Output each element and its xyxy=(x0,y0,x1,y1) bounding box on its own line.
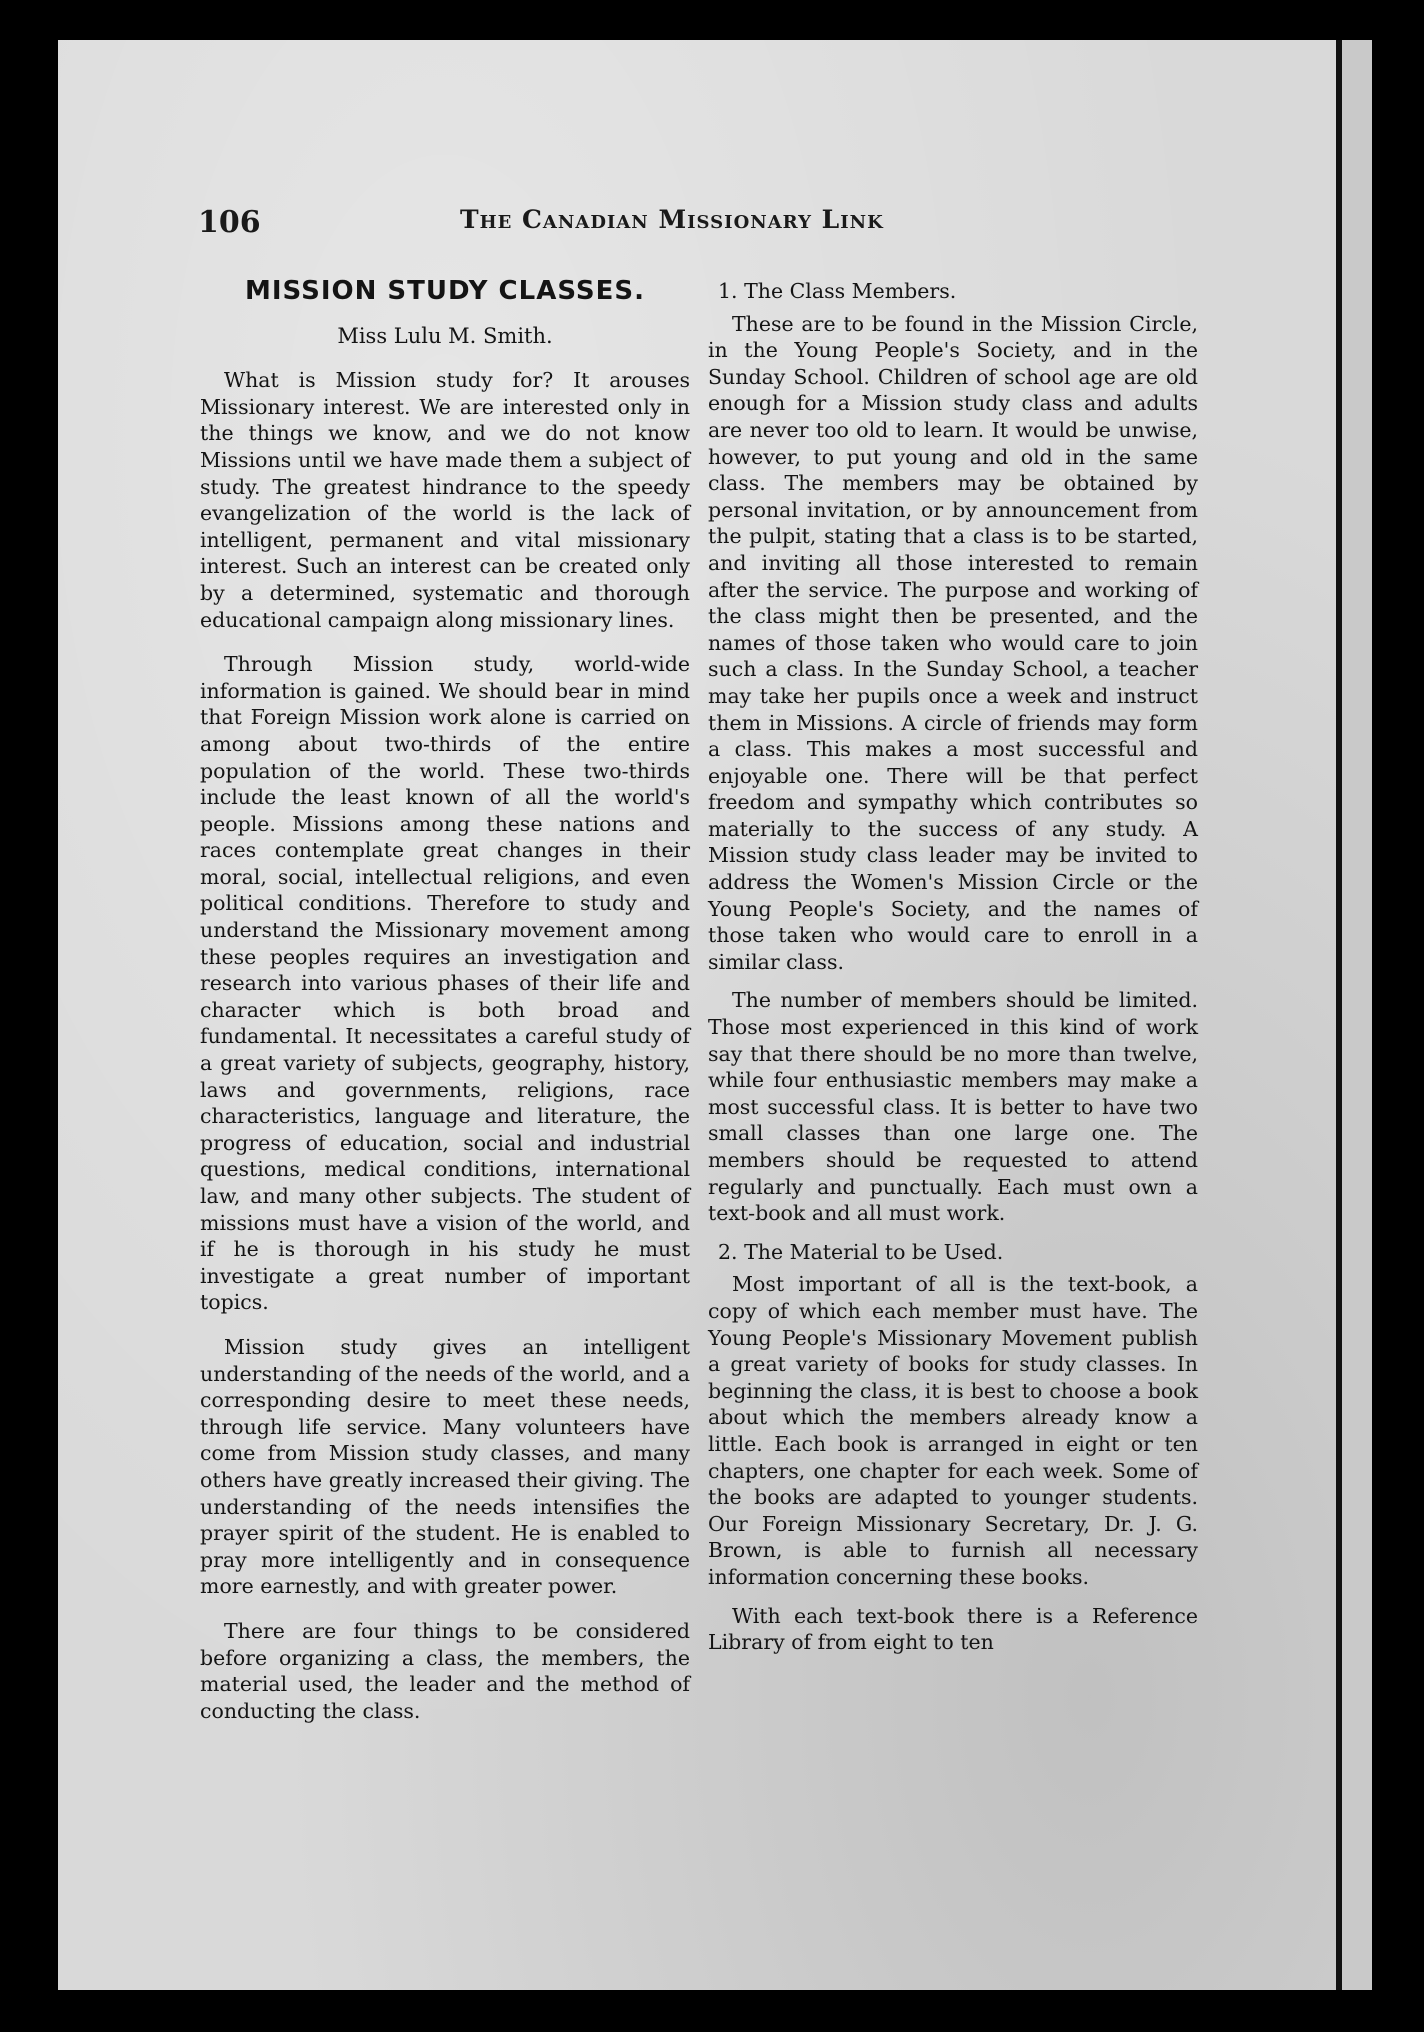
paragraph: With each text-book there is a Reference Library of from eight to ten xyxy=(708,1603,1198,1655)
running-head: The Canadian Missionary Link xyxy=(460,205,884,234)
paragraph: Through Mission study, world-wide information is gained. We should bear in mind that Foreign Mission work alone is carried on among about two-thirds of the entire population of the world. These two-thirds include the least known of all the world's people. Missions among these nations and races contemplate great changes in their moral, social, intellectual religions, and even political conditions. Therefore to study and understand the Missionary movement among these peoples requires an investigation and research into various phases of their life and character which is both broad and fundamental. It necessitates a careful study of a great variety of subjects, geography, history, laws and governments, religions, race characteristics, language and literature, the progress of education, social and industrial questions, medical conditions, international law, and many other subjects. The student of missions must have a vision of the world, and if he is thorough in his study he must investigate a great number of important topics. xyxy=(200,652,690,1315)
page-number: 106 xyxy=(198,205,261,240)
paragraph: What is Mission study for? It arouses Missionary interest. We are interested only in the things we know, and we do not know Missions until we have made them a subject of study. The greatest hindrance to the speedy evangelization of the world is the lack of intelligent, permanent and vital missionary interest. Such an interest can be created only by a determined, systematic and thorough educational campaign along missionary lines. xyxy=(200,368,690,632)
adjacent-page-edge xyxy=(1336,40,1372,1990)
right-column xyxy=(708,278,1198,1668)
article-author: Miss Lulu M. Smith. xyxy=(337,323,553,348)
left-column xyxy=(200,278,690,1742)
paragraph: The number of members should be limited. Those most experienced in this kind of work say that there should be no more than twelve, while four enthusiastic members may make a most successful class. It is better to have two small classes than one large one. The members should be requested to attend regularly and punctually. Each must own a text-book and all must work. xyxy=(708,988,1198,1226)
paragraph: Most important of all is the text-book, a copy of which each member must have. The Young People's Missionary Movement publish a great variety of books for study classes. In beginning the class, it is best to choose a book about which the members already know a little. Each book is arranged in eight or ten chapters, one chapter for each week. Some of the books are adapted to younger students. Our Foreign Missionary Secretary, Dr. J. G. Brown, is able to furnish all necessary information concerning these books. xyxy=(708,1272,1198,1589)
article-title: MISSION STUDY CLASSES. xyxy=(245,276,645,306)
section-heading: 1. The Class Members. xyxy=(718,279,957,303)
paragraph: Mission study gives an intelligent understanding of the needs of the world, and a corresponding desire to meet these needs, through life service. Many volunteers have come from Mission study classes, and many others have greatly increased their giving. The understanding of the needs intensifies the prayer spirit of the student. He is enabled to pray more intelligently and in consequence more earnestly, and with greater power. xyxy=(200,1334,690,1599)
section-heading: 2. The Material to be Used. xyxy=(718,1239,1004,1264)
paragraph: There are four things to be considered before organizing a class, the members, the material used, the leader and the method of conducting the class. xyxy=(200,1618,690,1723)
paragraph: These are to be found in the Mission Circle, in the Young People's Society, and in the Sunday School. Children of school age are old enough for a Mission study class and adults are never too old to learn. It would be unwise, however, to put young and old in the same class. The members may be obtained by personal invitation, or by announcement from the pulpit, stating that a class is to be started, and inviting all those interested to remain after the service. The purpose and working of the class might then be presented, and the names of those taken who would care to join such a class. In the Sunday School, a teacher may take her pupils once a week and instruct them in Missions. A circle of friends may form a class. This makes a most successful and enjoyable one. There will be that perfect freedom and sympathy which contributes so materially to the success of any study. A Mission study class leader may be invited to address the Women's Mission Circle or the Young People's Society, and the names of those taken who would care to enroll in a similar class. xyxy=(708,311,1198,974)
